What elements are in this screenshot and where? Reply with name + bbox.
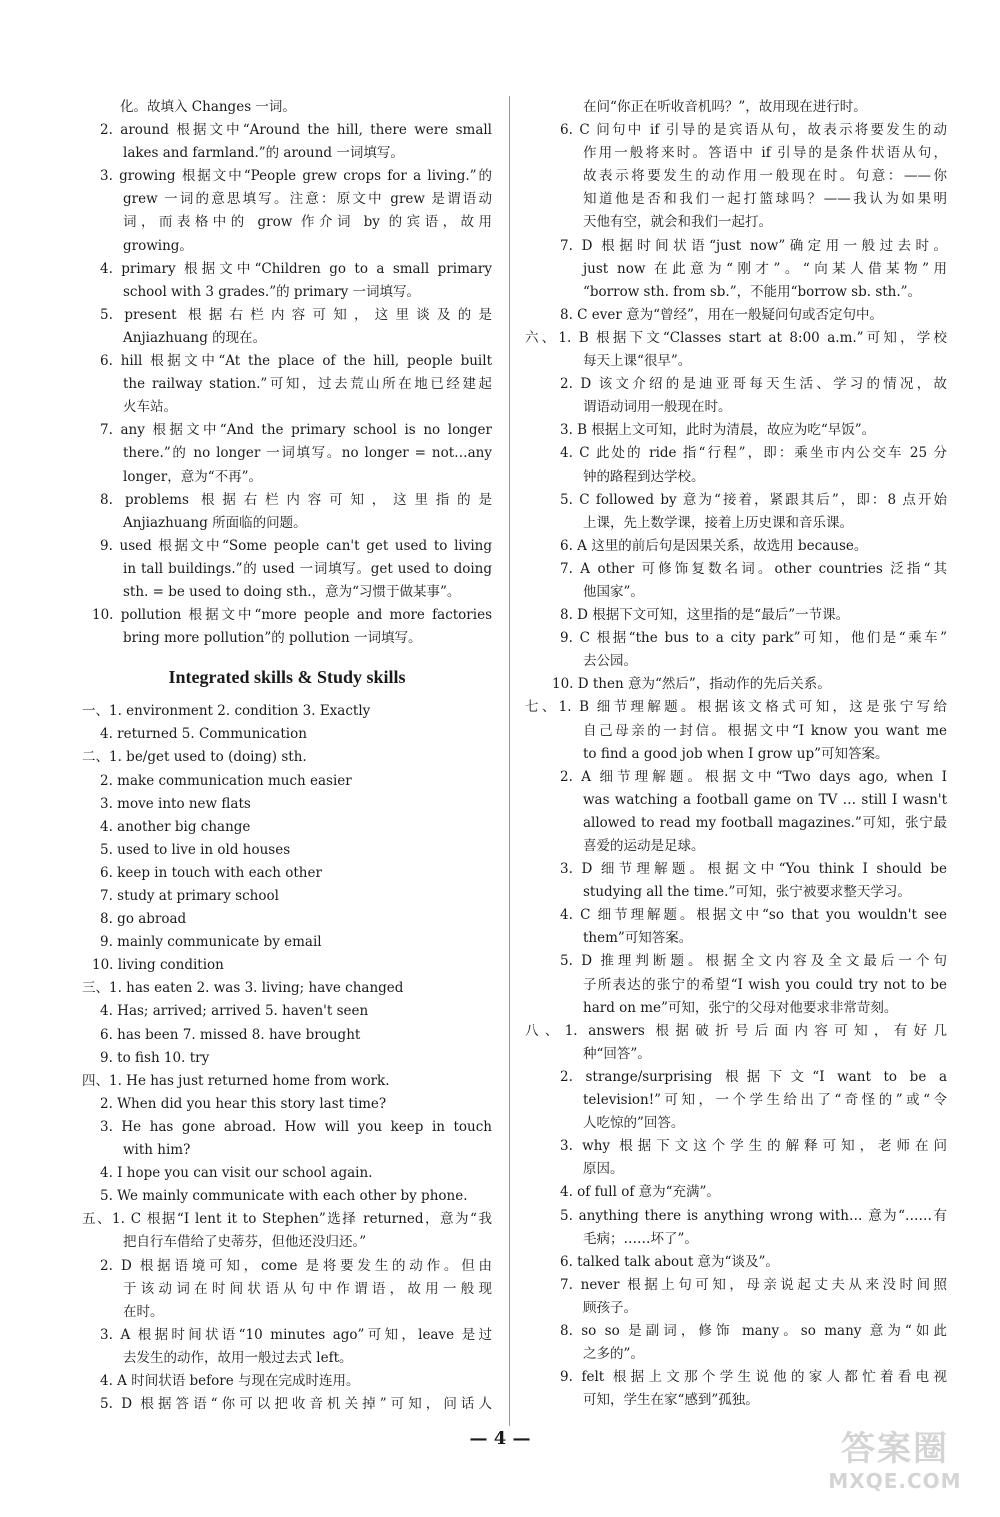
- text-line: 5. D 根据答语“你可以把收音机关掉”可知，问话人: [100, 1396, 492, 1413]
- text-line: grew 一词的意思填写。注意：原文中 grew 是谓语动: [123, 191, 492, 208]
- text-line: 六、1. B 根据下文“Classes start at 8:00 a.m.”可知，学校: [525, 329, 947, 346]
- text-line: 10. D then 意为“然后”，指动作的先后关系。: [552, 676, 831, 693]
- text-line: 故表示将要发生的动作用一般现在时。句意：——你: [583, 168, 947, 185]
- text-line: 4. returned 5. Communication: [100, 726, 307, 743]
- text-line: studying all the time.”可知，张宁被要求整天学习。: [583, 884, 911, 901]
- text-line: 6. has been 7. missed 8. have brought: [100, 1026, 361, 1043]
- text-line: there.”的 no longer 一词填写。no longer = not…any: [123, 445, 492, 462]
- text-line: 火车站。: [123, 399, 177, 416]
- text-line: 二、1. be/get used to (doing) sth.: [82, 749, 307, 766]
- text-line: 七、1. B 细节理解题。根据该文格式可知，这是张宁写给: [525, 699, 947, 716]
- text-line: 8. C ever 意为“曾经”，用在一般疑问句或否定句中。: [560, 306, 883, 323]
- text-line: with him?: [123, 1142, 191, 1159]
- text-line: them”可知答案。: [583, 930, 693, 947]
- text-line: 上课，先上数学课，接着上历史课和音乐课。: [583, 514, 853, 531]
- text-line: 3. why 根据下文这个学生的解释可知，老师在问: [560, 1138, 947, 1155]
- text-line: 2. D 根据语境可知，come 是将要发生的动作。但由: [100, 1257, 492, 1274]
- text-line: 一、1. environment 2. condition 3. Exactly: [82, 703, 371, 720]
- text-line: 5. used to live in old houses: [100, 841, 291, 858]
- text-line: 4. A 时间状语 before 与现在完成时连用。: [100, 1372, 360, 1389]
- text-line: 7. never 根据上句可知，母亲说起丈夫从来没时间照: [560, 1276, 947, 1293]
- text-line: 每天上课“很早”。: [583, 353, 692, 370]
- text-line: 4. primary 根据文中“Children go to a small primary: [100, 260, 492, 277]
- text-line: 5. D 推理判断题。根据全文内容及全文最后一个句: [560, 953, 947, 970]
- text-line: 10. pollution 根据文中“more people and more factories: [92, 607, 492, 624]
- text-line: the railway station.”可知，过去荒山所在地已经建起: [123, 376, 492, 393]
- right-column: [525, 96, 947, 1412]
- text-line: 9. mainly communicate by email: [100, 934, 322, 951]
- text-line: 词，而表格中的 grow 作介词 by 的宾语，故用: [123, 214, 492, 231]
- text-line: 10. living condition: [92, 957, 224, 974]
- text-line: 作用一般将来时。答语中 if 引导的是条件状语从句，: [583, 145, 947, 162]
- text-line: 5. anything there is anything wrong with… 意为“……有: [560, 1207, 947, 1224]
- text-line: 6. A 这里的前后句是因果关系，故选用 because。: [560, 537, 868, 554]
- text-line: “borrow sth. from sb.”，不能用“borrow sb. sth.”。: [583, 283, 922, 300]
- text-line: Anjiazhuang 的现在。: [123, 329, 267, 346]
- text-line: 2. make communication much easier: [100, 772, 352, 789]
- text-line: 2. A 细节理解题。根据文中“Two days ago, when I: [560, 768, 947, 785]
- text-line: 2. When did you hear this story last time?: [100, 1095, 387, 1112]
- text-line: bring more pollution”的 pollution 一词填写。: [123, 630, 422, 647]
- text-line: 9. C 根据“the bus to a city park”可知，他们是“乘车”: [560, 630, 947, 647]
- text-line: television!”可知，一个学生给出了“奇怪的”或“令: [583, 1092, 947, 1109]
- text-line: 3. move into new flats: [100, 795, 251, 812]
- text-line: 喜爱的运动是足球。: [583, 838, 705, 854]
- text-line: 7. A other 可修饰复数名词。other countries 泛指“其: [560, 560, 947, 577]
- text-line: 3. growing 根据文中“People grew crops for a living.”的: [100, 168, 492, 185]
- text-line: 化。故填入 Changes 一词。: [120, 99, 296, 115]
- text-line: 3. D 细节理解题。根据文中“You think I should be: [560, 861, 947, 878]
- text-line: 8. D 根据下文可知，这里指的是“最后”一节课。: [560, 607, 850, 624]
- text-line: in tall buildings.”的 used 一词填写。get used to doing: [123, 560, 492, 577]
- text-line: 三、1. has eaten 2. was 3. living; have changed: [82, 980, 404, 997]
- text-line: 3. He has gone abroad. How will you keep in touch: [100, 1118, 492, 1135]
- text-line: 把自行车借给了史蒂芬，但他还没归还。”: [123, 1234, 367, 1251]
- text-line: 6. hill 根据文中“At the place of the hill, people built: [100, 353, 492, 370]
- answers-block-top: [82, 96, 492, 650]
- text-line: 可知，学生在家“感到”孤独。: [583, 1392, 759, 1409]
- watermark-url: MXQE.COM: [828, 1469, 962, 1493]
- text-line: 2. around 根据文中“Around the hill, there were small: [100, 122, 492, 139]
- text-line: 3. B 根据上文可知，此时为清晨，故应为吃“早饭”。: [560, 422, 876, 439]
- text-line: 在问“你正在听收音机吗？”，故用现在进行时。: [583, 99, 867, 115]
- text-line: 4. C 细节理解题。根据文中“so that you wouldn't see: [560, 907, 947, 924]
- text-line: 6. talked talk about 意为“谈及”。: [560, 1253, 779, 1270]
- text-line: 4. of full of 意为“充满”。: [560, 1184, 720, 1201]
- text-line: growing。: [123, 237, 193, 254]
- text-line: was watching a football game on TV … still I wasn't: [583, 791, 947, 808]
- text-line: 5. We mainly communicate with each other by phone.: [100, 1188, 468, 1205]
- text-line: 人吃惊的”回答。: [583, 1115, 685, 1132]
- text-line: 9. to fish 10. try: [100, 1049, 210, 1066]
- text-line: 4. another big change: [100, 818, 251, 835]
- text-line: 8. problems 根据右栏内容可知，这里指的是: [100, 491, 492, 508]
- text-line: lakes and farmland.”的 around 一词填写。: [123, 145, 404, 162]
- text-line: 去公园。: [583, 653, 637, 670]
- text-line: 6. keep in touch with each other: [100, 864, 322, 881]
- text-line: 2. D 该文介绍的是迪亚哥每天生活、学习的情况，故: [560, 376, 947, 393]
- text-line: 四、1. He has just returned home from work.: [82, 1072, 390, 1089]
- text-line: 五、1. C 根据“I lent it to Stephen”选择 returned，意为“我: [82, 1211, 492, 1228]
- text-line: school with 3 grades.”的 primary 一词填写。: [123, 283, 421, 300]
- text-line: 7. any 根据文中“And the primary school is no longer: [100, 422, 492, 439]
- text-line: 9. felt 根据上文那个学生说他的家人都忙着看电视: [560, 1369, 947, 1386]
- text-line: 4. Has; arrived; arrived 5. haven't seen: [100, 1003, 369, 1020]
- text-line: 5. present 根据右栏内容可知，这里谈及的是: [100, 306, 492, 323]
- watermark-logo-text: 答案圈: [841, 1429, 949, 1469]
- text-line: 4. I hope you can visit our school again.: [100, 1165, 373, 1182]
- text-line: 钟的路程到达学校。: [583, 468, 705, 485]
- text-line: Anjiazhuang 所面临的问题。: [123, 514, 307, 531]
- left-column: [82, 96, 492, 1416]
- answers-block-bottom: [82, 700, 492, 1416]
- text-line: allowed to read my football magazines.”可知，张宁最: [583, 814, 947, 831]
- column-divider: [509, 96, 510, 1426]
- text-line: 之多的”。: [583, 1346, 644, 1363]
- text-line: to find a good job when I grow up”可知答案。: [583, 745, 889, 762]
- text-line: 于该动词在时间状语从句中作谓语，故用一般现: [123, 1280, 492, 1297]
- text-line: just now 在此意为“刚才”。“向某人借某物”用: [583, 260, 947, 277]
- section-heading: Integrated skills & Study skills: [168, 667, 406, 688]
- text-line: 种“回答”。: [583, 1045, 651, 1062]
- text-line: 八、1. answers 根据破折号后面内容可知，有好几: [525, 1022, 947, 1039]
- text-line: 5. C followed by 意为“接着，紧跟其后”，即：8 点开始: [560, 491, 947, 508]
- text-line: 4. C 此处的 ride 指“行程”，即：乘坐市内公交车 25 分: [560, 445, 947, 462]
- text-line: 顾孩子。: [583, 1299, 637, 1316]
- page-number: — 4 —: [469, 1428, 531, 1449]
- text-line: 知道他是否和我们一起打篮球吗？——我认为如果明: [583, 191, 947, 208]
- text-line: 谓语动词用一般现在时。: [583, 399, 732, 416]
- text-line: 7. study at primary school: [100, 888, 279, 904]
- text-line: 3. A 根据时间状语“10 minutes ago”可知，leave 是过: [100, 1326, 492, 1343]
- text-line: 他国家”。: [583, 583, 644, 600]
- text-line: longer，意为“不再”。: [123, 468, 263, 485]
- text-line: hard on me”可知，张宁的父母对他要求非常苛刻。: [583, 999, 898, 1016]
- text-line: 原因。: [583, 1161, 624, 1178]
- text-line: 自己母亲的一封信。根据文中“I know you want me: [583, 722, 947, 739]
- text-line: 9. used 根据文中“Some people can't get used to living: [100, 537, 492, 554]
- text-line: 天他有空，就会和我们一起打。: [583, 214, 772, 231]
- text-line: 去发生的动作，故用一般过去式 left。: [123, 1349, 353, 1366]
- text-line: sth. = be used to doing sth.，意为“习惯于做某事”。: [123, 583, 461, 600]
- text-line: 8. so so 是副词，修饰 many。so many 意为“如此: [560, 1322, 947, 1339]
- text-line: 7. D 根据时间状语“just now”确定用一般过去时。: [560, 237, 947, 254]
- text-line: 8. go abroad: [100, 911, 187, 928]
- site-watermark: [810, 1429, 980, 1499]
- text-line: 2. strange/surprising 根据下文“I want to be a: [560, 1068, 947, 1085]
- text-line: 在时。: [123, 1303, 164, 1320]
- text-line: 毛病；……坏了”。: [583, 1230, 698, 1247]
- text-line: 子所表达的张宁的希望“I wish you could try not to be: [583, 976, 947, 993]
- text-line: 6. C 问句中 if 引导的是宾语从句，故表示将要发生的动: [560, 122, 947, 139]
